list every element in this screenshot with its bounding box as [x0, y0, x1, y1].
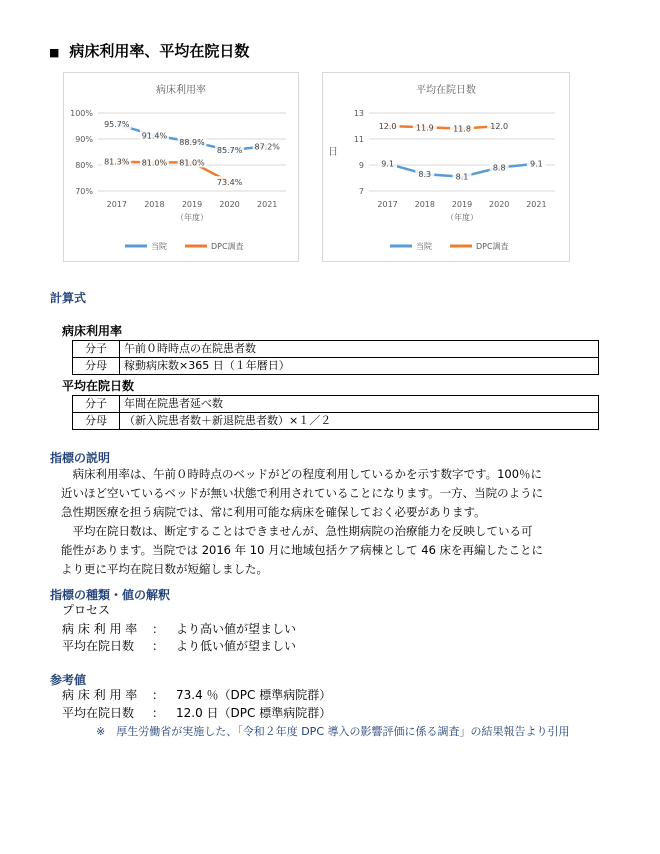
formula-stay-denominator-row	[73, 413, 599, 430]
bed-data-label: 95.7%	[104, 120, 130, 130]
header	[49, 40, 249, 61]
bed-data-label: 88.9%	[179, 137, 205, 147]
reference-bed-label: 病 床 利 用 率	[62, 688, 138, 702]
page-title: 病床利用率、平均在院日数	[69, 42, 250, 60]
explanation-line: より更に平均在院日数が短縮しました。	[61, 562, 268, 576]
interpretation-bed-sep: ：	[152, 622, 165, 636]
bed-y-tick-label: 80%	[75, 161, 93, 170]
bed-data-label: 85.7%	[216, 146, 243, 156]
stay-data-label: 8.3	[418, 170, 432, 180]
stay-data-label: 11.9	[415, 123, 434, 133]
bed-data-label: 87.2%	[254, 142, 280, 152]
stay-y-tick-label: 11	[353, 135, 364, 144]
stay-data-label: 9.1	[381, 159, 394, 169]
explanation-line: 近いほど空いているベッドが無い状態で利用されていることになります。一方、当院のように	[61, 486, 544, 500]
formula-bed-name: 病床利用率	[62, 324, 123, 338]
formula-stay-name: 平均在院日数	[62, 379, 135, 393]
stay-x-tick-label: 2019	[451, 200, 473, 209]
reference-bed-row	[62, 686, 331, 705]
formula-stay-numerator-key: 分子	[73, 396, 120, 413]
stay-data-label: 12.0	[490, 122, 509, 131]
formula-bed-denominator: 稼動病床数×365 日（１年暦日）	[120, 358, 599, 375]
stay-legend-dpc-label: DPC調査	[476, 242, 509, 251]
formula-bed-numerator: 午前０時時点の在院患者数	[120, 341, 599, 358]
stay-series-line-dpc	[388, 126, 500, 129]
explanation-line: 能性があります。当院では 2016 年 10 月に地域包括ケア病棟として 46 床を再編したことに	[61, 543, 544, 557]
formula-stay-denominator-key: 分母	[73, 413, 120, 430]
bed-x-axis-unit: （年度）	[176, 213, 208, 222]
reference-bed-value: 73.4 ％（DPC 標準病院群）	[176, 688, 332, 702]
formula-stay-table	[72, 395, 599, 430]
stay-x-tick-label: 2017	[377, 200, 398, 209]
formula-bed-table	[72, 340, 599, 375]
formula-bed-numerator-key: 分子	[73, 341, 120, 358]
formula-stay-numerator-row	[73, 396, 599, 413]
header-bullet: ■	[49, 46, 60, 59]
reference-bed-sep: ：	[152, 688, 165, 702]
bed-data-label: 81.3%	[104, 157, 130, 167]
bed-data-label: 73.4%	[216, 178, 243, 188]
formula-stay-denominator: （新入院患者数＋新退院患者数）×１／２	[120, 413, 599, 430]
stay-data-label: 9.1	[530, 159, 543, 169]
explanation-body	[61, 465, 601, 579]
interpretation-type: プロセス	[62, 603, 111, 617]
explanation-line: 病床利用率は、午前０時時点のベッドがどの程度利用しているかを示す数字です。100％に	[61, 467, 543, 481]
interpretation-bed-value: より高い値が望ましい	[176, 622, 297, 636]
reference-stay-value: 12.0 日（DPC 標準病院群）	[176, 706, 332, 720]
stay-y-tick-label: 13	[353, 109, 364, 118]
explanation-heading: 指標の説明	[50, 451, 111, 465]
stay-data-label: 8.8	[492, 163, 506, 173]
avg-stay-chart-svg	[323, 73, 569, 261]
bed-x-tick-label: 2021	[257, 200, 278, 209]
interpretation-heading: 指標の種類・値の解釈	[50, 588, 171, 602]
stay-data-label: 12.0	[378, 122, 397, 131]
explanation-line: 平均在院日数は、断定することはできませんが、急性期病院の治療能力を反映している可	[61, 524, 533, 538]
bed-data-label: 81.0%	[141, 158, 168, 168]
stay-x-tick-label: 2021	[526, 200, 547, 209]
bed-y-tick-label: 70%	[75, 187, 93, 196]
formula-bed-denominator-key: 分母	[73, 358, 120, 375]
bed-legend-dpc-label: DPC調査	[211, 242, 244, 251]
formula-heading: 計算式	[50, 291, 87, 305]
bed-chart-title: 病床利用率	[156, 85, 206, 96]
stay-x-tick-label: 2018	[414, 200, 435, 209]
interpretation-stay-label: 平均在院日数	[62, 639, 135, 653]
interpretation-stay-value: より低い値が望ましい	[176, 639, 297, 653]
stay-x-tick-label: 2020	[489, 200, 510, 209]
reference-stay-sep: ：	[152, 706, 165, 720]
stay-y-axis-label: 日	[328, 147, 338, 158]
interpretation-stay-sep: ：	[152, 639, 165, 653]
reference-stay-row	[62, 704, 331, 723]
formula-bed-numerator-row	[73, 341, 599, 358]
stay-y-tick-label: 9	[358, 161, 364, 170]
interpretation-stay-row	[62, 637, 296, 656]
stay-data-label: 11.8	[453, 124, 471, 134]
interpretation-bed-label: 病 床 利 用 率	[62, 622, 138, 636]
stay-chart-title: 平均在院日数	[416, 85, 476, 96]
bed-x-tick-label: 2017	[106, 200, 127, 209]
bed-data-label: 91.4%	[141, 131, 168, 141]
stay-data-label: 8.1	[455, 172, 469, 182]
bed-legend-hospital-label: 当院	[151, 242, 167, 251]
explanation-line: 急性期医療を担う病院では、常に利用可能な病床を確保しておく必要があります。	[61, 505, 486, 519]
avg-stay-chart	[322, 72, 570, 262]
stay-y-tick-label: 7	[358, 187, 364, 196]
reference-stay-label: 平均在院日数	[62, 706, 135, 720]
reference-heading: 参考値	[50, 673, 87, 687]
formula-bed-denominator-row	[73, 358, 599, 375]
bed-data-label: 81.0%	[179, 158, 205, 168]
bed-x-tick-label: 2018	[144, 200, 165, 209]
bed-y-tick-label: 90%	[75, 135, 93, 144]
stay-legend-hospital-label: 当院	[416, 242, 432, 251]
reference-note: ※ 厚生労働省が実施した、「令和２年度 DPC 導入の影響評価に係る調査」の結果報告より引用	[96, 725, 570, 738]
bed-utilization-chart-svg	[64, 73, 298, 261]
bed-x-tick-label: 2020	[219, 200, 240, 209]
stay-x-axis-unit: （年度）	[446, 213, 478, 222]
bed-x-tick-label: 2019	[181, 200, 203, 209]
bed-utilization-chart	[63, 72, 299, 262]
bed-y-tick-label: 100%	[70, 109, 93, 118]
formula-stay-numerator: 年間在院患者延べ数	[120, 396, 599, 413]
